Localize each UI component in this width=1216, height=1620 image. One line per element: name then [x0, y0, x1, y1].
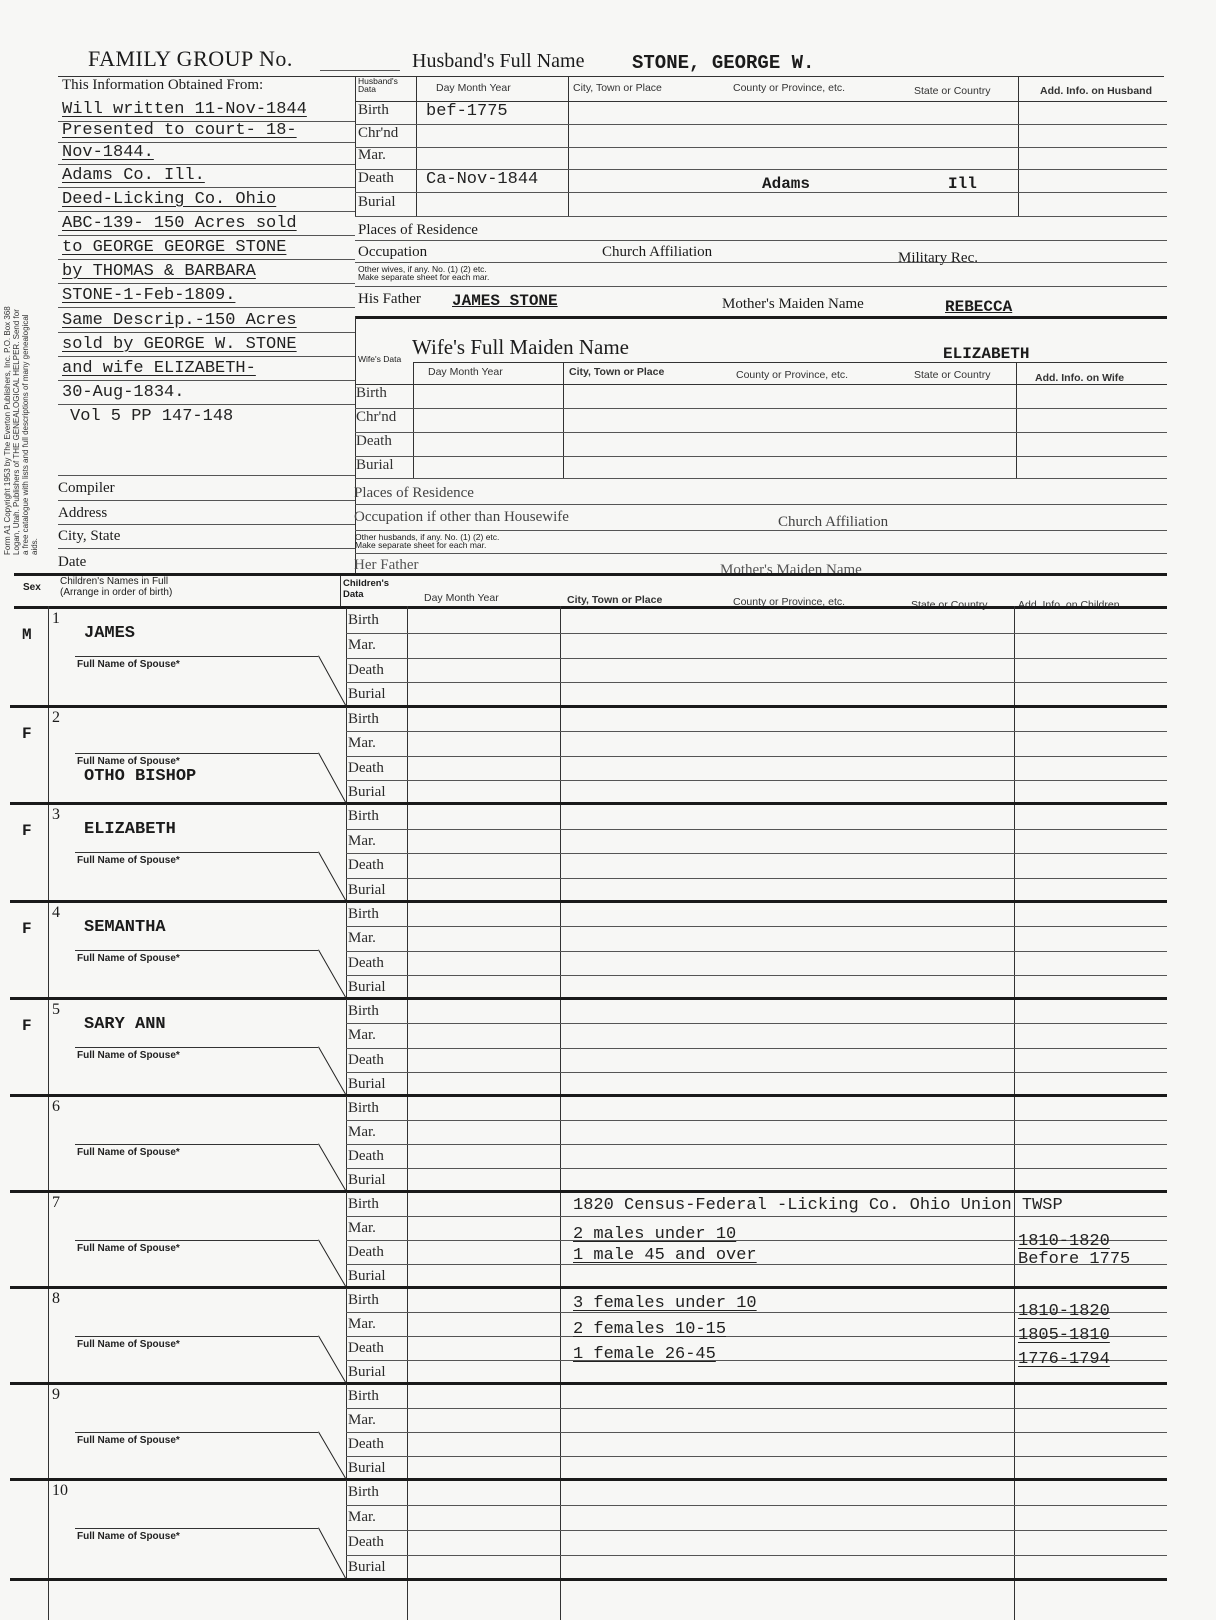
divider — [346, 658, 1167, 659]
children-data-header-1: Children's — [343, 578, 390, 589]
divider — [355, 316, 1167, 319]
wife-event-label: Chr'nd — [356, 409, 397, 425]
child-row — [0, 1480, 1216, 1580]
child-row — [0, 902, 1216, 999]
spouse-name[interactable]: OTHO BISHOP — [84, 767, 197, 786]
info-source-line: Nov-1844. — [62, 143, 154, 162]
divider — [346, 878, 1167, 879]
divider — [58, 164, 355, 165]
col-city-header: City, Town or Place — [573, 82, 662, 94]
child-sex[interactable]: F — [22, 822, 32, 840]
child-row — [0, 1096, 1216, 1192]
other-wives-line-2: Make separate sheet for each mar. — [358, 272, 490, 282]
spouse-divider-slash — [318, 753, 347, 804]
divider — [355, 553, 1167, 554]
child-row — [0, 804, 1216, 902]
husband-name-label: Husband's Full Name — [412, 50, 585, 72]
child-sex[interactable]: M — [22, 626, 32, 644]
divider — [413, 362, 414, 478]
divider — [346, 853, 1167, 854]
address-label: Address — [58, 505, 108, 521]
child-event-label: Birth — [348, 1292, 379, 1308]
child-name[interactable]: JAMES — [84, 624, 136, 643]
spouse-divider-slash — [318, 656, 347, 707]
divider — [416, 76, 417, 216]
husband-name-value[interactable]: STONE, GEORGE W. — [632, 52, 815, 74]
wife-event-label: Burial — [356, 457, 394, 473]
census-row-text[interactable]: 1 male 45 and over — [573, 1246, 757, 1265]
divider — [355, 147, 1167, 148]
family-group-number-field[interactable] — [320, 70, 400, 71]
child-event-label: Burial — [348, 1268, 386, 1284]
child-event-label: Birth — [348, 1388, 379, 1404]
child-name[interactable]: SEMANTHA — [84, 918, 166, 937]
divider — [58, 187, 355, 188]
city-state-label: City, State — [58, 528, 121, 544]
other-husbands-line-2: Make separate sheet for each mar. — [355, 540, 487, 550]
child-event-label: Death — [348, 954, 384, 971]
wife-event-label: Birth — [356, 385, 387, 401]
child-row — [0, 707, 1216, 804]
wife-col-state-header: State or Country — [914, 369, 991, 381]
info-source-line: to GEORGE GEORGE STONE — [62, 238, 287, 257]
info-source-line: and wife ELIZABETH- — [62, 359, 256, 378]
sex-header: Sex — [23, 582, 41, 593]
child-number: 6 — [52, 1098, 60, 1115]
husband-event-county[interactable]: Adams — [762, 175, 811, 193]
divider — [355, 478, 1167, 479]
divider — [355, 124, 1167, 125]
census-header[interactable]: 1820 Census-Federal -Licking Co. Ohio Union TWSP — [573, 1196, 1063, 1215]
spouse-divider-slash — [318, 950, 347, 999]
wife-occupation-label: Occupation if other than Housewife — [354, 509, 569, 525]
children-data-header-2: Data — [343, 589, 364, 600]
divider — [340, 576, 341, 606]
his-father-label: His Father — [358, 291, 421, 307]
date-label: Date — [58, 554, 87, 570]
child-event-label: Mar. — [348, 636, 376, 653]
spouse-label: Full Name of Spouse* — [77, 1339, 180, 1350]
divider — [346, 951, 1167, 952]
wife-event-label: Death — [356, 433, 392, 449]
divider — [413, 362, 1167, 363]
wife-col-add-info-header: Add. Info. on Wife — [1035, 372, 1125, 384]
child-number: 7 — [52, 1194, 60, 1211]
husband-event-label: Mar. — [358, 147, 386, 163]
spouse-line — [75, 950, 318, 951]
info-source-line: Will written 11-Nov-1844 — [62, 100, 307, 119]
child-event-label: Death — [348, 759, 384, 776]
child-event-label: Death — [348, 1148, 384, 1164]
divider — [346, 1555, 1167, 1556]
census-row-range[interactable]: 1776-1794 — [1018, 1350, 1110, 1369]
wife-col-date-header: Day Month Year — [428, 366, 503, 378]
divider — [1016, 362, 1017, 478]
spouse-line — [75, 1336, 318, 1337]
wife-data-label: Wife's Data — [358, 354, 402, 364]
census-row-text[interactable]: 3 females under 10 — [573, 1294, 757, 1313]
info-source-line: 30-Aug-1834. — [62, 383, 185, 402]
child-event-label: Death — [348, 1051, 384, 1068]
census-row-text[interactable]: 1 female 26-45 — [573, 1345, 716, 1364]
child-number: 3 — [52, 806, 60, 823]
divider — [355, 262, 1167, 263]
divider — [346, 975, 1167, 976]
spouse-line — [75, 1240, 318, 1241]
children-names-header-2: (Arrange in order of birth) — [60, 587, 173, 598]
census-row-range[interactable]: 1810-1820 — [1018, 1232, 1110, 1251]
col-county-header: County or Province, etc. — [733, 82, 846, 94]
spouse-line — [75, 1047, 318, 1048]
divider — [1018, 76, 1019, 216]
child-number: 8 — [52, 1290, 60, 1307]
children-data-header — [343, 578, 389, 600]
spouse-label: Full Name of Spouse* — [77, 1050, 180, 1061]
spouse-label: Full Name of Spouse* — [77, 953, 180, 964]
divider — [58, 235, 355, 236]
family-group-title: FAMILY GROUP No. — [88, 46, 293, 71]
child-event-label: Birth — [348, 1484, 379, 1500]
divider — [346, 1144, 1167, 1145]
his-father-value[interactable]: JAMES STONE — [452, 292, 558, 310]
info-source-line: by THOMAS & BARBARA — [62, 262, 256, 281]
info-source-line: Same Descrip.-150 Acres — [62, 311, 297, 330]
copyright-notice: Form A1 Copyright 1953 by The Everton Publishers, Inc. P.O. Box 368 Logan, Utah. Publishers of THE GENEALOGICAL HELPER. Send for a free catalogue with lists and full descriptions of many genealogical aids. — [3, 306, 39, 555]
his-mother-value[interactable]: REBECCA — [945, 298, 1013, 316]
spouse-line — [75, 1432, 318, 1433]
husband-event-date[interactable]: Ca-Nov-1844 — [426, 170, 539, 189]
divider — [58, 475, 355, 476]
col-add-info-husband-header: Add. Info. on Husband — [1040, 85, 1152, 97]
child-event-label: Birth — [348, 1196, 379, 1212]
child-event-label: Burial — [348, 881, 386, 898]
spouse-label: Full Name of Spouse* — [77, 855, 180, 866]
child-event-label: Burial — [348, 1172, 386, 1188]
spouse-label: Full Name of Spouse* — [77, 1243, 180, 1254]
divider — [58, 404, 355, 405]
children-col-add-info-header: Add. Info. on Children — [1018, 599, 1120, 611]
her-mother-label: Mother's Maiden Name — [720, 562, 862, 578]
child-event-label: Death — [348, 661, 384, 678]
divider — [346, 1432, 1167, 1433]
child-event-label: Burial — [348, 1460, 386, 1476]
census-row-range[interactable]: 1810-1820 — [1018, 1302, 1110, 1321]
other-wives-line-1: Other wives, if any. No. (1) (2) etc. — [358, 264, 487, 274]
wife-name-value[interactable]: ELIZABETH — [943, 345, 1030, 363]
spouse-divider-slash — [318, 1528, 347, 1580]
child-number: 9 — [52, 1386, 60, 1403]
divider — [346, 780, 1167, 781]
compiler-label: Compiler — [58, 480, 115, 496]
info-source-line: ABC-139- 150 Acres sold — [62, 214, 297, 233]
address-field[interactable] — [58, 524, 355, 525]
divider — [346, 682, 1167, 683]
divider — [568, 76, 569, 216]
husband-event-label: Birth — [358, 102, 389, 118]
wife-col-city-header: City, Town or Place — [569, 366, 665, 378]
divider — [346, 1216, 1167, 1217]
children-names-header-1: Children's Names in Full — [60, 576, 169, 587]
child-event-label: Mar. — [348, 1412, 376, 1428]
divider — [355, 286, 1167, 287]
spouse-line — [75, 852, 318, 853]
child-event-label: Mar. — [348, 735, 376, 752]
divider — [58, 259, 355, 260]
child-event-label: Mar. — [348, 1316, 376, 1332]
divider — [346, 1456, 1167, 1457]
divider — [346, 731, 1167, 732]
child-event-label: Death — [348, 1340, 384, 1356]
child-event-label: Death — [348, 1436, 384, 1452]
divider — [355, 216, 1167, 217]
divider — [14, 573, 1167, 576]
child-event-label: Birth — [348, 808, 379, 824]
child-event-label: Death — [348, 857, 384, 873]
child-event-label: Mar. — [348, 1220, 376, 1236]
divider — [355, 456, 1167, 457]
her-father-label: Her Father — [354, 557, 419, 573]
child-name[interactable]: ELIZABETH — [84, 820, 176, 839]
child-event-label: Mar. — [348, 1124, 376, 1140]
divider — [346, 1023, 1167, 1024]
child-event-label: Birth — [348, 612, 379, 628]
divider — [355, 76, 356, 216]
spouse-label: Full Name of Spouse* — [77, 1147, 180, 1158]
divider — [346, 1072, 1167, 1073]
compiler-field[interactable] — [58, 500, 355, 501]
divider — [58, 307, 355, 308]
info-source-line: Deed-Licking Co. Ohio — [62, 190, 277, 209]
wife-residence-label: Places of Residence — [354, 485, 474, 501]
child-row — [0, 999, 1216, 1096]
census-row-text[interactable]: 2 females 10-15 — [573, 1320, 727, 1339]
divider — [58, 356, 355, 357]
divider — [355, 384, 1167, 385]
child-event-label: Birth — [348, 906, 379, 922]
his-mother-label: Mother's Maiden Name — [722, 296, 864, 312]
husband-military-label: Military Rec. — [898, 250, 978, 266]
child-event-label: Death — [348, 1244, 384, 1260]
children-col-date-header: Day Month Year — [424, 592, 499, 604]
spouse-line — [75, 1144, 318, 1145]
divider — [355, 504, 1167, 505]
divider — [346, 1120, 1167, 1121]
child-row — [0, 1384, 1216, 1480]
spouse-divider-slash — [318, 1239, 347, 1287]
wife-name-label: Wife's Full Maiden Name — [412, 335, 629, 359]
divider — [58, 380, 355, 381]
child-number: 5 — [52, 1001, 60, 1018]
child-number: 2 — [52, 709, 60, 726]
divider — [346, 1168, 1167, 1169]
child-event-label: Birth — [348, 1100, 379, 1116]
child-event-label: Mar. — [348, 1509, 376, 1525]
child-event-label: Mar. — [348, 1027, 376, 1044]
divider — [355, 408, 1167, 409]
husband-church-label: Church Affiliation — [602, 244, 713, 260]
spouse-divider-slash — [318, 1335, 347, 1383]
divider — [346, 926, 1167, 927]
husband-event-label: Chr'nd — [358, 125, 399, 141]
husband-event-label: Death — [358, 170, 394, 186]
wife-church-label: Church Affiliation — [778, 514, 889, 530]
husband-event-date[interactable]: bef-1775 — [426, 102, 508, 121]
husband-event-label: Burial — [358, 194, 396, 210]
divider — [58, 211, 355, 212]
census-row-text[interactable]: 2 males under 10 — [573, 1225, 737, 1244]
child-name[interactable]: SARY ANN — [84, 1015, 166, 1034]
divider — [355, 192, 1167, 193]
spouse-divider-slash — [318, 1047, 347, 1096]
spouse-label: Full Name of Spouse* — [77, 1435, 180, 1446]
divider — [355, 530, 1167, 531]
spouse-line — [75, 1528, 318, 1529]
children-col-county-header: County or Province, etc. — [733, 596, 846, 608]
info-source-line: Adams Co. Ill. — [62, 166, 205, 185]
husband-event-state[interactable]: Ill — [948, 175, 977, 193]
census-row-range[interactable]: Before 1775 — [1018, 1250, 1131, 1269]
child-event-label: Burial — [348, 686, 386, 703]
divider — [346, 829, 1167, 830]
col-date-header: Day Month Year — [436, 82, 511, 94]
divider — [346, 1408, 1167, 1409]
children-col-state-header: State or Country — [911, 599, 988, 611]
divider — [563, 362, 564, 478]
info-source-label: This Information Obtained From: — [62, 77, 264, 93]
info-source-line: STONE-1-Feb-1809. — [62, 286, 236, 305]
child-event-label: Burial — [348, 1075, 386, 1092]
spouse-line — [75, 656, 318, 657]
wife-col-county-header: County or Province, etc. — [736, 369, 849, 381]
child-sex[interactable]: F — [22, 725, 32, 743]
spouse-divider-slash — [318, 852, 347, 902]
spouse-line — [75, 753, 318, 754]
husband-data-label: Husband's Data — [358, 76, 398, 94]
other-husbands-line-1: Other husbands, if any. No. (1) (2) etc. — [355, 532, 500, 542]
child-event-label: Death — [348, 1534, 384, 1550]
child-sex[interactable]: F — [22, 1017, 32, 1035]
husband-occupation-label: Occupation — [358, 244, 428, 260]
spouse-divider-slash — [318, 1143, 347, 1191]
divider — [355, 432, 1167, 433]
city-state-field[interactable] — [58, 548, 355, 549]
spouse-label: Full Name of Spouse* — [77, 1531, 180, 1542]
info-source-line: sold by GEORGE W. STONE — [62, 335, 297, 354]
child-event-label: Burial — [348, 978, 386, 995]
divider — [346, 633, 1167, 634]
col-state-header: State or Country — [914, 85, 991, 97]
spouse-label: Full Name of Spouse* — [77, 659, 180, 670]
other-wives-label — [358, 265, 489, 281]
child-event-label: Birth — [348, 1003, 379, 1019]
divider — [58, 283, 355, 284]
child-number: 4 — [52, 904, 60, 921]
child-sex[interactable]: F — [22, 920, 32, 938]
child-event-label: Birth — [348, 711, 379, 727]
spouse-label: Full Name of Spouse* — [77, 756, 180, 767]
info-source-line: Presented to court- 18- — [62, 121, 297, 140]
info-source-line: Vol 5 PP 147-148 — [70, 407, 234, 426]
divider — [346, 1048, 1167, 1049]
divider — [346, 756, 1167, 757]
child-event-label: Mar. — [348, 930, 376, 947]
divider — [346, 1530, 1167, 1531]
child-number: 10 — [52, 1482, 68, 1499]
children-col-city-header: City, Town or Place — [567, 594, 663, 606]
child-event-label: Burial — [348, 1364, 386, 1380]
divider — [58, 332, 355, 333]
census-row-range[interactable]: 1805-1810 — [1018, 1326, 1110, 1345]
child-row — [0, 608, 1216, 707]
spouse-divider-slash — [318, 1431, 347, 1479]
child-event-label: Burial — [348, 783, 386, 800]
child-event-label: Burial — [348, 1559, 386, 1575]
child-event-label: Mar. — [348, 832, 376, 849]
husband-residence-label: Places of Residence — [358, 222, 478, 238]
other-husbands-label — [355, 533, 499, 549]
divider — [346, 1505, 1167, 1506]
divider — [10, 1578, 1167, 1581]
divider — [355, 240, 1167, 241]
child-number: 1 — [52, 610, 60, 627]
children-names-header — [60, 576, 172, 598]
